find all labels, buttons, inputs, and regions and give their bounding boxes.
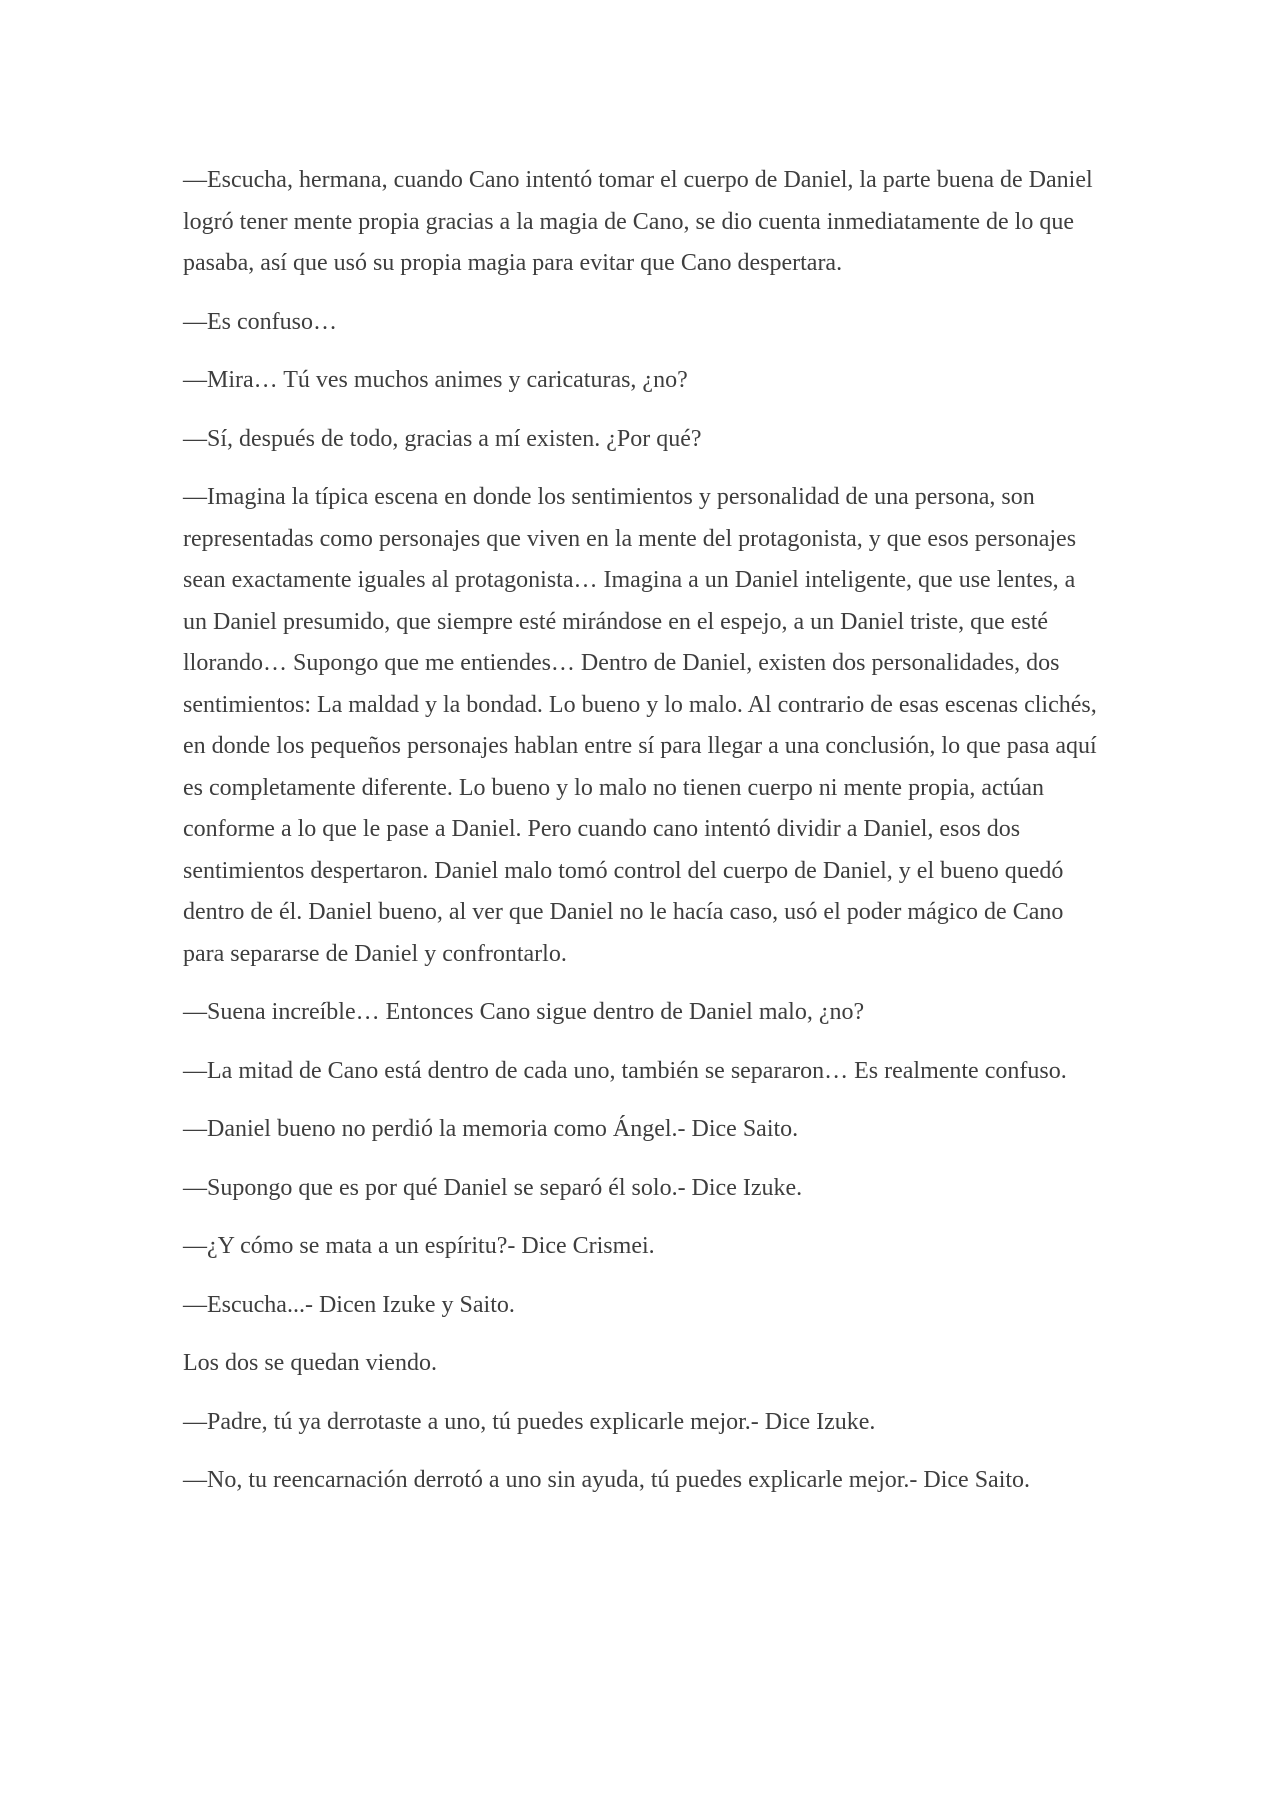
document-body — [183, 160, 1103, 1519]
paragraph-10: —¿Y cómo se mata a un espíritu?- Dice Crismei. — [183, 1233, 655, 1259]
paragraph-11: —Escucha...- Dicen Izuke y Saito. — [183, 1291, 515, 1318]
paragraph-5: —Imagina la típica escena en donde los sentimientos y personalidad de una persona, son representadas como personajes que viven en la mente del protagonista, y que esos personajes sean exactamente iguales al protagonista… Imagina a un Daniel inteligente, que use lentes, a un Daniel presumido, que siempre esté mirándose en el espejo, a un Daniel triste, que esté llorando… Supongo que me entiendes… Dentro de Daniel, existen dos personalidades, dos sentimientos: La maldad y la bondad. Lo bueno y lo malo. Al contrario de esas escenas clichés, en donde los pequeños personajes hablan entre sí para llegar a una conclusión, lo que pasa aquí es completamente diferente. Lo bueno y lo malo no tienen cuerpo ni mente propia, actúan conforme a lo que le pase a Daniel. Pero cuando cano intentó dividir a Daniel, esos dos sentimientos despertaron. Daniel malo tomó control del cuerpo de Daniel, y el bueno quedó dentro de él. Daniel bueno, al ver que Daniel no le hacía caso, usó el poder mágico de Cano para separarse de Daniel y confrontarlo. — [183, 484, 1097, 967]
paragraph-12: Los dos se quedan viendo. — [183, 1350, 437, 1376]
paragraph-9: —Supongo que es por qué Daniel se separó él solo.- Dice Izuke. — [183, 1174, 803, 1201]
paragraph-8: —Daniel bueno no perdió la memoria como Ángel.- Dice Saito. — [183, 1116, 799, 1142]
paragraph-14: —No, tu reencarnación derrotó a uno sin ayuda, tú puedes explicarle mejor.- Dice Saito. — [183, 1467, 1031, 1493]
paragraph-1: —Escucha, hermana, cuando Cano intentó tomar el cuerpo de Daniel, la parte buena de Daniel logró tener mente propia gracias a la magia de Cano, se dio cuenta inmediatamente de lo que pasaba, así que usó su propia magia para evitar que Cano despertara. — [183, 167, 1093, 276]
paragraph-7: —La mitad de Cano está dentro de cada uno, también se separaron… Es realmente confuso. — [183, 1057, 1067, 1084]
paragraph-3: —Mira… Tú ves muchos animes y caricaturas, ¿no? — [183, 367, 688, 393]
paragraph-2: —Es confuso… — [183, 308, 337, 335]
paragraph-6: —Suena increíble… Entonces Cano sigue dentro de Daniel malo, ¿no? — [183, 999, 865, 1025]
paragraph-13: —Padre, tú ya derrotaste a uno, tú puedes explicarle mejor.- Dice Izuke. — [183, 1408, 876, 1435]
paragraph-4: —Sí, después de todo, gracias a mí existen. ¿Por qué? — [183, 425, 702, 452]
